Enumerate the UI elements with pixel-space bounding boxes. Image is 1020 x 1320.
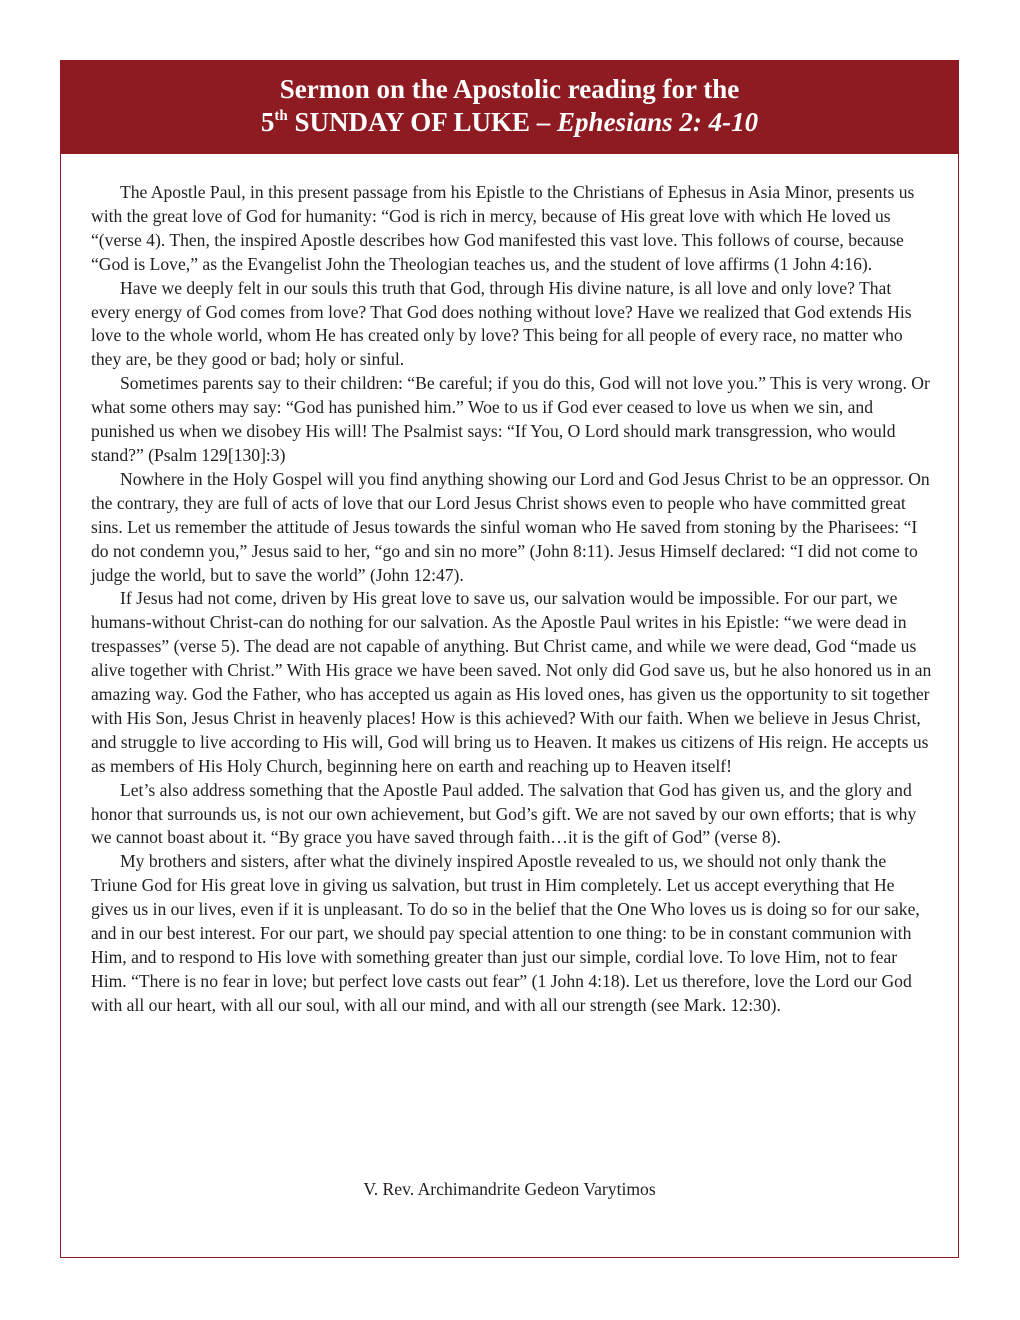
header-line-1: Sermon on the Apostolic reading for the <box>279 74 740 104</box>
paragraph-1: The Apostle Paul, in this present passage from his Epistle to the Christians of Ephesus in Asia Minor, presents us with the great love of God for humanity: “God is rich in mercy, because of His great love with which He loved us “(verse 4). Then, the inspired Apostle describes how God manifested this vast love. This follows of course, because “God is Love,” as the Evangelist John the Theologian teaches us, and the student of love affirms (1 John 4:16). <box>91 182 915 274</box>
sermon-frame <box>60 60 959 1258</box>
paragraph-7: My brothers and sisters, after what the divinely inspired Apostle revealed to us, we should not only thank the Triune God for His great love in giving us salvation, but trust in Him completely. Let us accept everything that He gives us in our lives, even if it is unpleasant. To do so in the belief that the One Who loves us is doing so for our sake, and in our best interest. For our part, we should pay special attention to one thing: to be in constant communion with Him, and to respond to His love with something greater than just our simple, cordial love. To love Him, not to fear Him. “There is no fear in love; but perfect love casts out fear” (1 John 4:18). Let us therefore, love the Lord our God with all our heart, with all our soul, with all our mind, and with all our strength (see Mark. 12:30). <box>91 851 920 1015</box>
paragraph-3: Sometimes parents say to their children: “Be careful; if you do this, God will not love you.” This is very wrong. Or what some others may say: “God has punished him.” Woe to us if God ever ceased to love us when we sin, and punished us when we disobey His will! The Psalmist says: “If You, O Lord should mark transgression, who would stand?” (Psalm 129[130]:3) <box>91 373 930 465</box>
header-sunday-title: SUNDAY OF LUKE – <box>287 107 558 137</box>
header-ordinal-number: 5 <box>260 107 275 137</box>
sermon-body <box>91 181 932 1018</box>
sermon-header <box>61 61 958 154</box>
paragraph-2: Have we deeply felt in our souls this truth that God, through His divine nature, is all love and only love? That every energy of God comes from love? That God does nothing without love? Have we realized that God extends His love to the whole world, whom He has created only by love? This being for all people of every race, no matter who they are, be they good or bad; holy or sinful. <box>91 277 912 370</box>
header-ordinal-suffix: th <box>274 108 288 124</box>
header-line-2 <box>61 106 958 144</box>
author-signature: V. Rev. Archimandrite Gedeon Varytimos <box>363 1179 656 1199</box>
header-scripture-reference: Ephesians 2: 4-10 <box>557 107 759 137</box>
paragraph-6: Let’s also address something that the Apostle Paul added. The salvation that God has given us, and the glory and honor that surrounds us, is not our own achievement, but God’s gift. We are not saved by our own efforts; that is why we cannot boast about it. “By grace you have saved through faith…it is the gift of God” (verse 8). <box>91 779 917 848</box>
paragraph-4: Nowhere in the Holy Gospel will you find anything showing our Lord and God Jesus Christ to be an oppressor. On the contrary, they are full of acts of love that our Lord Jesus Christ shows even to people who have committed great sins. Let us remember the attitude of Jesus towards the sinful woman who He saved from stoning by the Pharisees: “I do not condemn you,” Jesus said to her, “go and sin no more” (John 8:11). Jesus Himself declared: “I did not come to judge the world, but to save the world” (John 12:47). <box>91 468 930 585</box>
paragraph-5: If Jesus had not come, driven by His great love to save us, our salvation would be impossible. For our part, we humans-without Christ-can do nothing for our salvation. As the Apostle Paul writes in his Epistle: “we were dead in trespasses” (verse 5). The dead are not capable of anything. But Christ came, and while we were dead, God “made us alive together with Christ.” With His grace we have been saved. Not only did God save us, but he also honored us in an amazing way. God the Father, who has accepted us again as His loved ones, has given us the opportunity to sit together with His Son, Jesus Christ in heavenly places! How is this achieved? With our faith. When we believe in Jesus Christ, and struggle to live according to His will, God will bring us to Heaven. It makes us citizens of His reign. He accepts us as members of His Holy Church, beginning here on earth and reaching up to Heaven itself! <box>91 588 932 776</box>
